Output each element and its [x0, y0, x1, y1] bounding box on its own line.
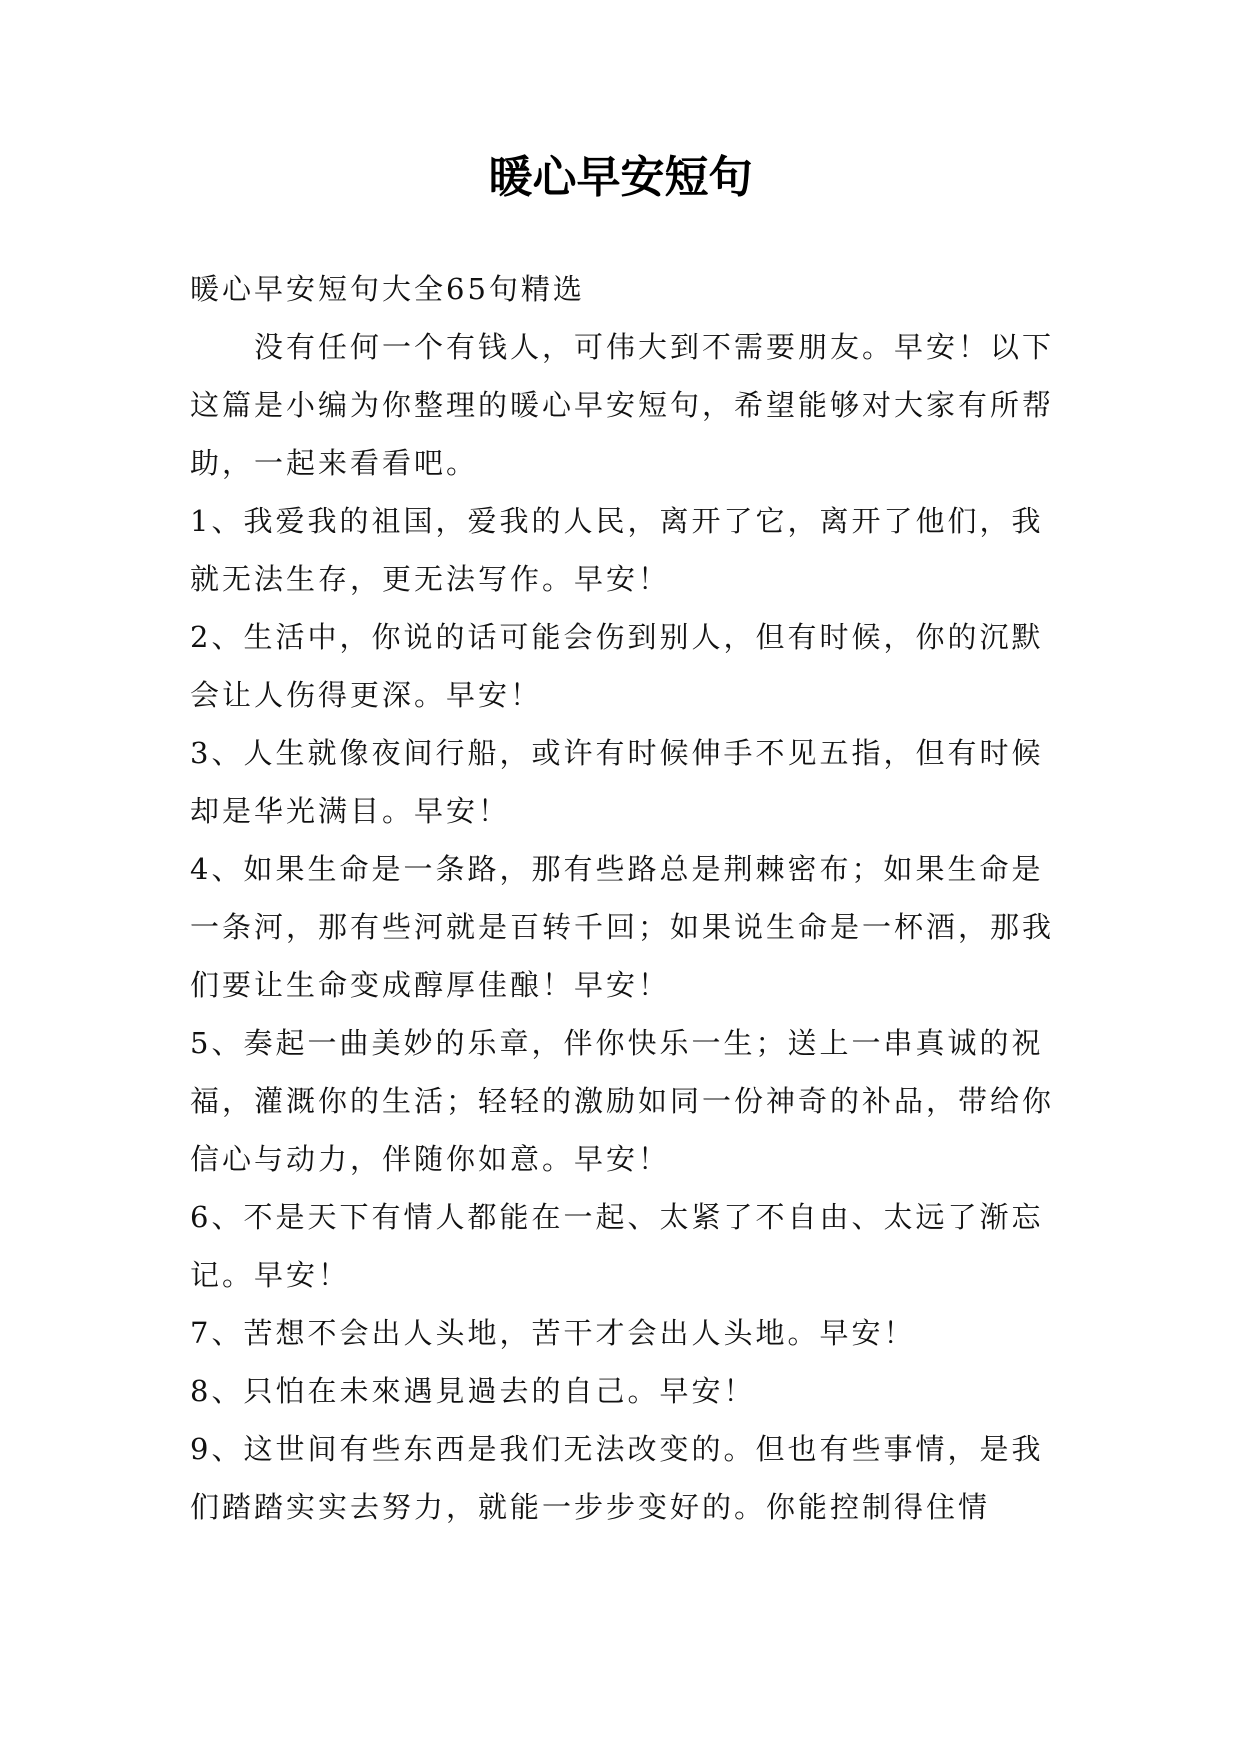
intro-paragraph: 没有任何一个有钱人，可伟大到不需要朋友。早安！以下这篇是小编为你整理的暖心早安短句，希望能够对大家有所帮助，一起来看看吧。: [190, 330, 1055, 480]
list-item: 1、我爱我的祖国，爱我的人民，离开了它，离开了他们，我就无法生存，更无法写作。早安！: [190, 504, 1044, 596]
list-item: 3、人生就像夜间行船，或许有时候伸手不见五指，但有时候却是华光满目。早安！: [190, 736, 1044, 828]
document-title: 暖心早安短句: [488, 152, 753, 203]
list-item: 7、苦想不会出人头地，苦干才会出人头地。早安！: [190, 1316, 916, 1350]
list-item: 8、只怕在未來遇見過去的自己。早安！: [190, 1374, 756, 1408]
list-item: 6、不是天下有情人都能在一起、太紧了不自由、太远了渐忘记。早安！: [190, 1200, 1044, 1292]
list-item: 5、奏起一曲美妙的乐章，伴你快乐一生；送上一串真诚的祝福，灌溉你的生活；轻轻的激励如同一份神奇的补品，带给你信心与动力，伴随你如意。早安！: [190, 1026, 1055, 1176]
document-body: [190, 260, 1060, 1536]
document-subtitle: 暖心早安短句大全65句精选: [190, 272, 585, 306]
list-item: 4、如果生命是一条路，那有些路总是荆棘密布；如果生命是一条河，那有些河就是百转千回；如果说生命是一杯酒，那我们要让生命变成醇厚佳酿！早安！: [190, 852, 1055, 1002]
list-item: 9、这世间有些东西是我们无法改变的。但也有些事情，是我们踏踏实实去努力，就能一步步变好的。你能控制得住情: [190, 1432, 1044, 1524]
list-item: 2、生活中，你说的话可能会伤到别人，但有时候，你的沉默会让人伤得更深。早安！: [190, 620, 1044, 712]
